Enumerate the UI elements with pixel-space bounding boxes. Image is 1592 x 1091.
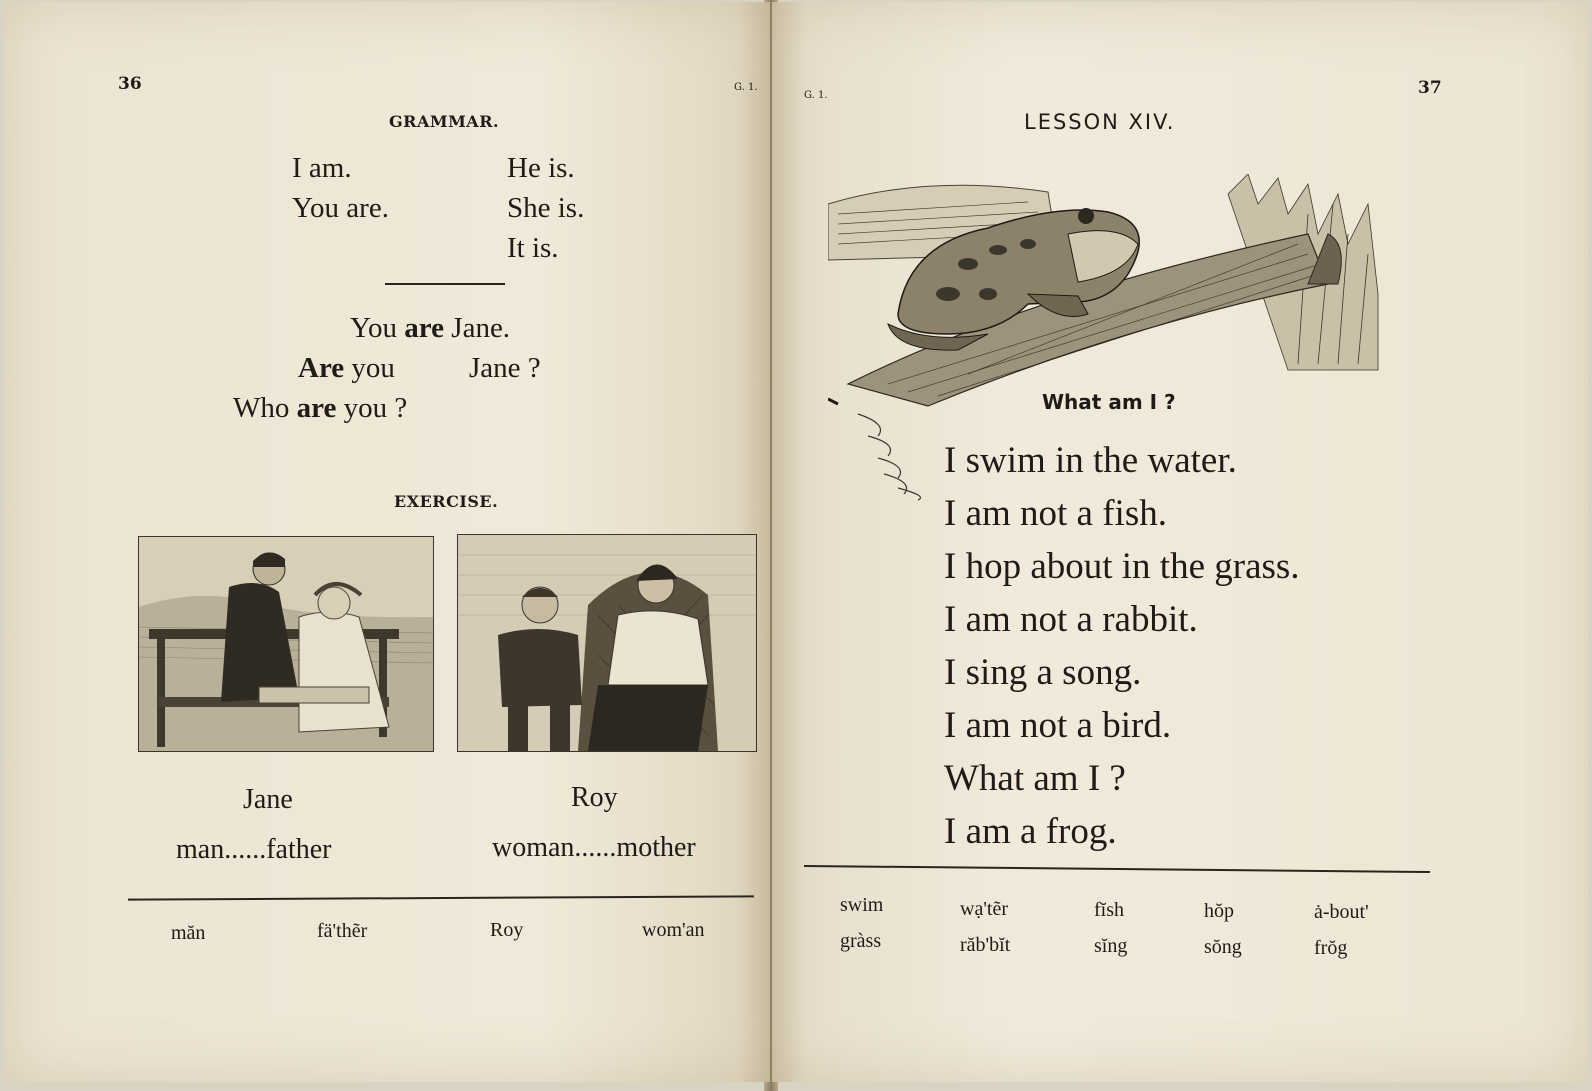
caption-jane: Jane bbox=[243, 784, 293, 815]
page-number: 36 bbox=[118, 74, 142, 94]
woman-and-boy-engraving-icon bbox=[458, 535, 756, 751]
vocab-word: fä'thẽr bbox=[317, 920, 368, 942]
riddle-line: I swim in the water. bbox=[944, 440, 1237, 481]
riddle-text bbox=[944, 434, 1300, 858]
vocab-word: gràss bbox=[840, 930, 882, 952]
page-number: 37 bbox=[1418, 78, 1442, 98]
riddle-line: I sing a song. bbox=[944, 652, 1142, 693]
vocab-word: ȧ-bout' bbox=[1314, 901, 1369, 923]
section-divider bbox=[385, 283, 505, 285]
sentence-you-are-jane: You are Jane. bbox=[350, 312, 511, 344]
vocab-word: fĭsh bbox=[1094, 899, 1124, 921]
grammar-second-column bbox=[507, 148, 584, 268]
vocab-word: wom'an bbox=[642, 919, 705, 941]
sentence-who-are-you: Who are you ? bbox=[233, 392, 408, 424]
grammar-line: It is. bbox=[507, 232, 559, 264]
riddle-line: What am I ? bbox=[944, 758, 1126, 799]
signature-mark: G. 1. bbox=[734, 82, 758, 93]
vocabulary-divider bbox=[804, 865, 1430, 873]
vocabulary-divider bbox=[128, 895, 754, 900]
grammar-line: She is. bbox=[507, 192, 585, 224]
sentence-are-you-jane: Are you Jane ? bbox=[298, 352, 541, 384]
vocab-word: swim bbox=[840, 894, 884, 916]
grammar-line: I am. bbox=[292, 152, 352, 184]
vocab-word: wạ'tẽr bbox=[960, 898, 1009, 920]
signature-mark: G. 1. bbox=[804, 90, 828, 101]
word-pair-man-father: man......father bbox=[176, 834, 332, 865]
riddle-line: I am not a rabbit. bbox=[944, 599, 1198, 640]
riddle-line: I am not a fish. bbox=[944, 493, 1167, 534]
vocab-word: Roy bbox=[490, 919, 524, 941]
illustration-man-and-girl bbox=[138, 536, 434, 752]
grammar-line: You are. bbox=[292, 192, 389, 224]
riddle-line: I am not a bird. bbox=[944, 705, 1172, 746]
man-and-girl-engraving-icon bbox=[139, 537, 433, 751]
vocab-word: măn bbox=[171, 922, 206, 944]
vocab-word: sĭng bbox=[1094, 935, 1128, 957]
vocab-word: răb'bĭt bbox=[960, 934, 1011, 956]
lesson-title: LESSON XIV. bbox=[1024, 110, 1176, 134]
riddle-line: I am a frog. bbox=[944, 811, 1117, 852]
vocab-word: sŏng bbox=[1204, 936, 1242, 958]
riddle-line: I hop about in the grass. bbox=[944, 546, 1300, 587]
word-pair-woman-mother: woman......mother bbox=[492, 832, 696, 863]
grammar-first-column bbox=[292, 148, 389, 228]
illustration-woman-and-boy bbox=[457, 534, 757, 752]
grammar-heading: GRAMMAR. bbox=[389, 112, 500, 131]
vocab-word: frŏg bbox=[1314, 937, 1348, 959]
caption-roy: Roy bbox=[571, 782, 618, 813]
grammar-line: He is. bbox=[507, 152, 575, 184]
right-page bbox=[772, 2, 1588, 1082]
left-page bbox=[4, 2, 770, 1082]
vocab-word: hŏp bbox=[1204, 900, 1234, 922]
riddle-title: What am I ? bbox=[1042, 390, 1176, 414]
exercise-heading: EXERCISE. bbox=[394, 492, 499, 511]
